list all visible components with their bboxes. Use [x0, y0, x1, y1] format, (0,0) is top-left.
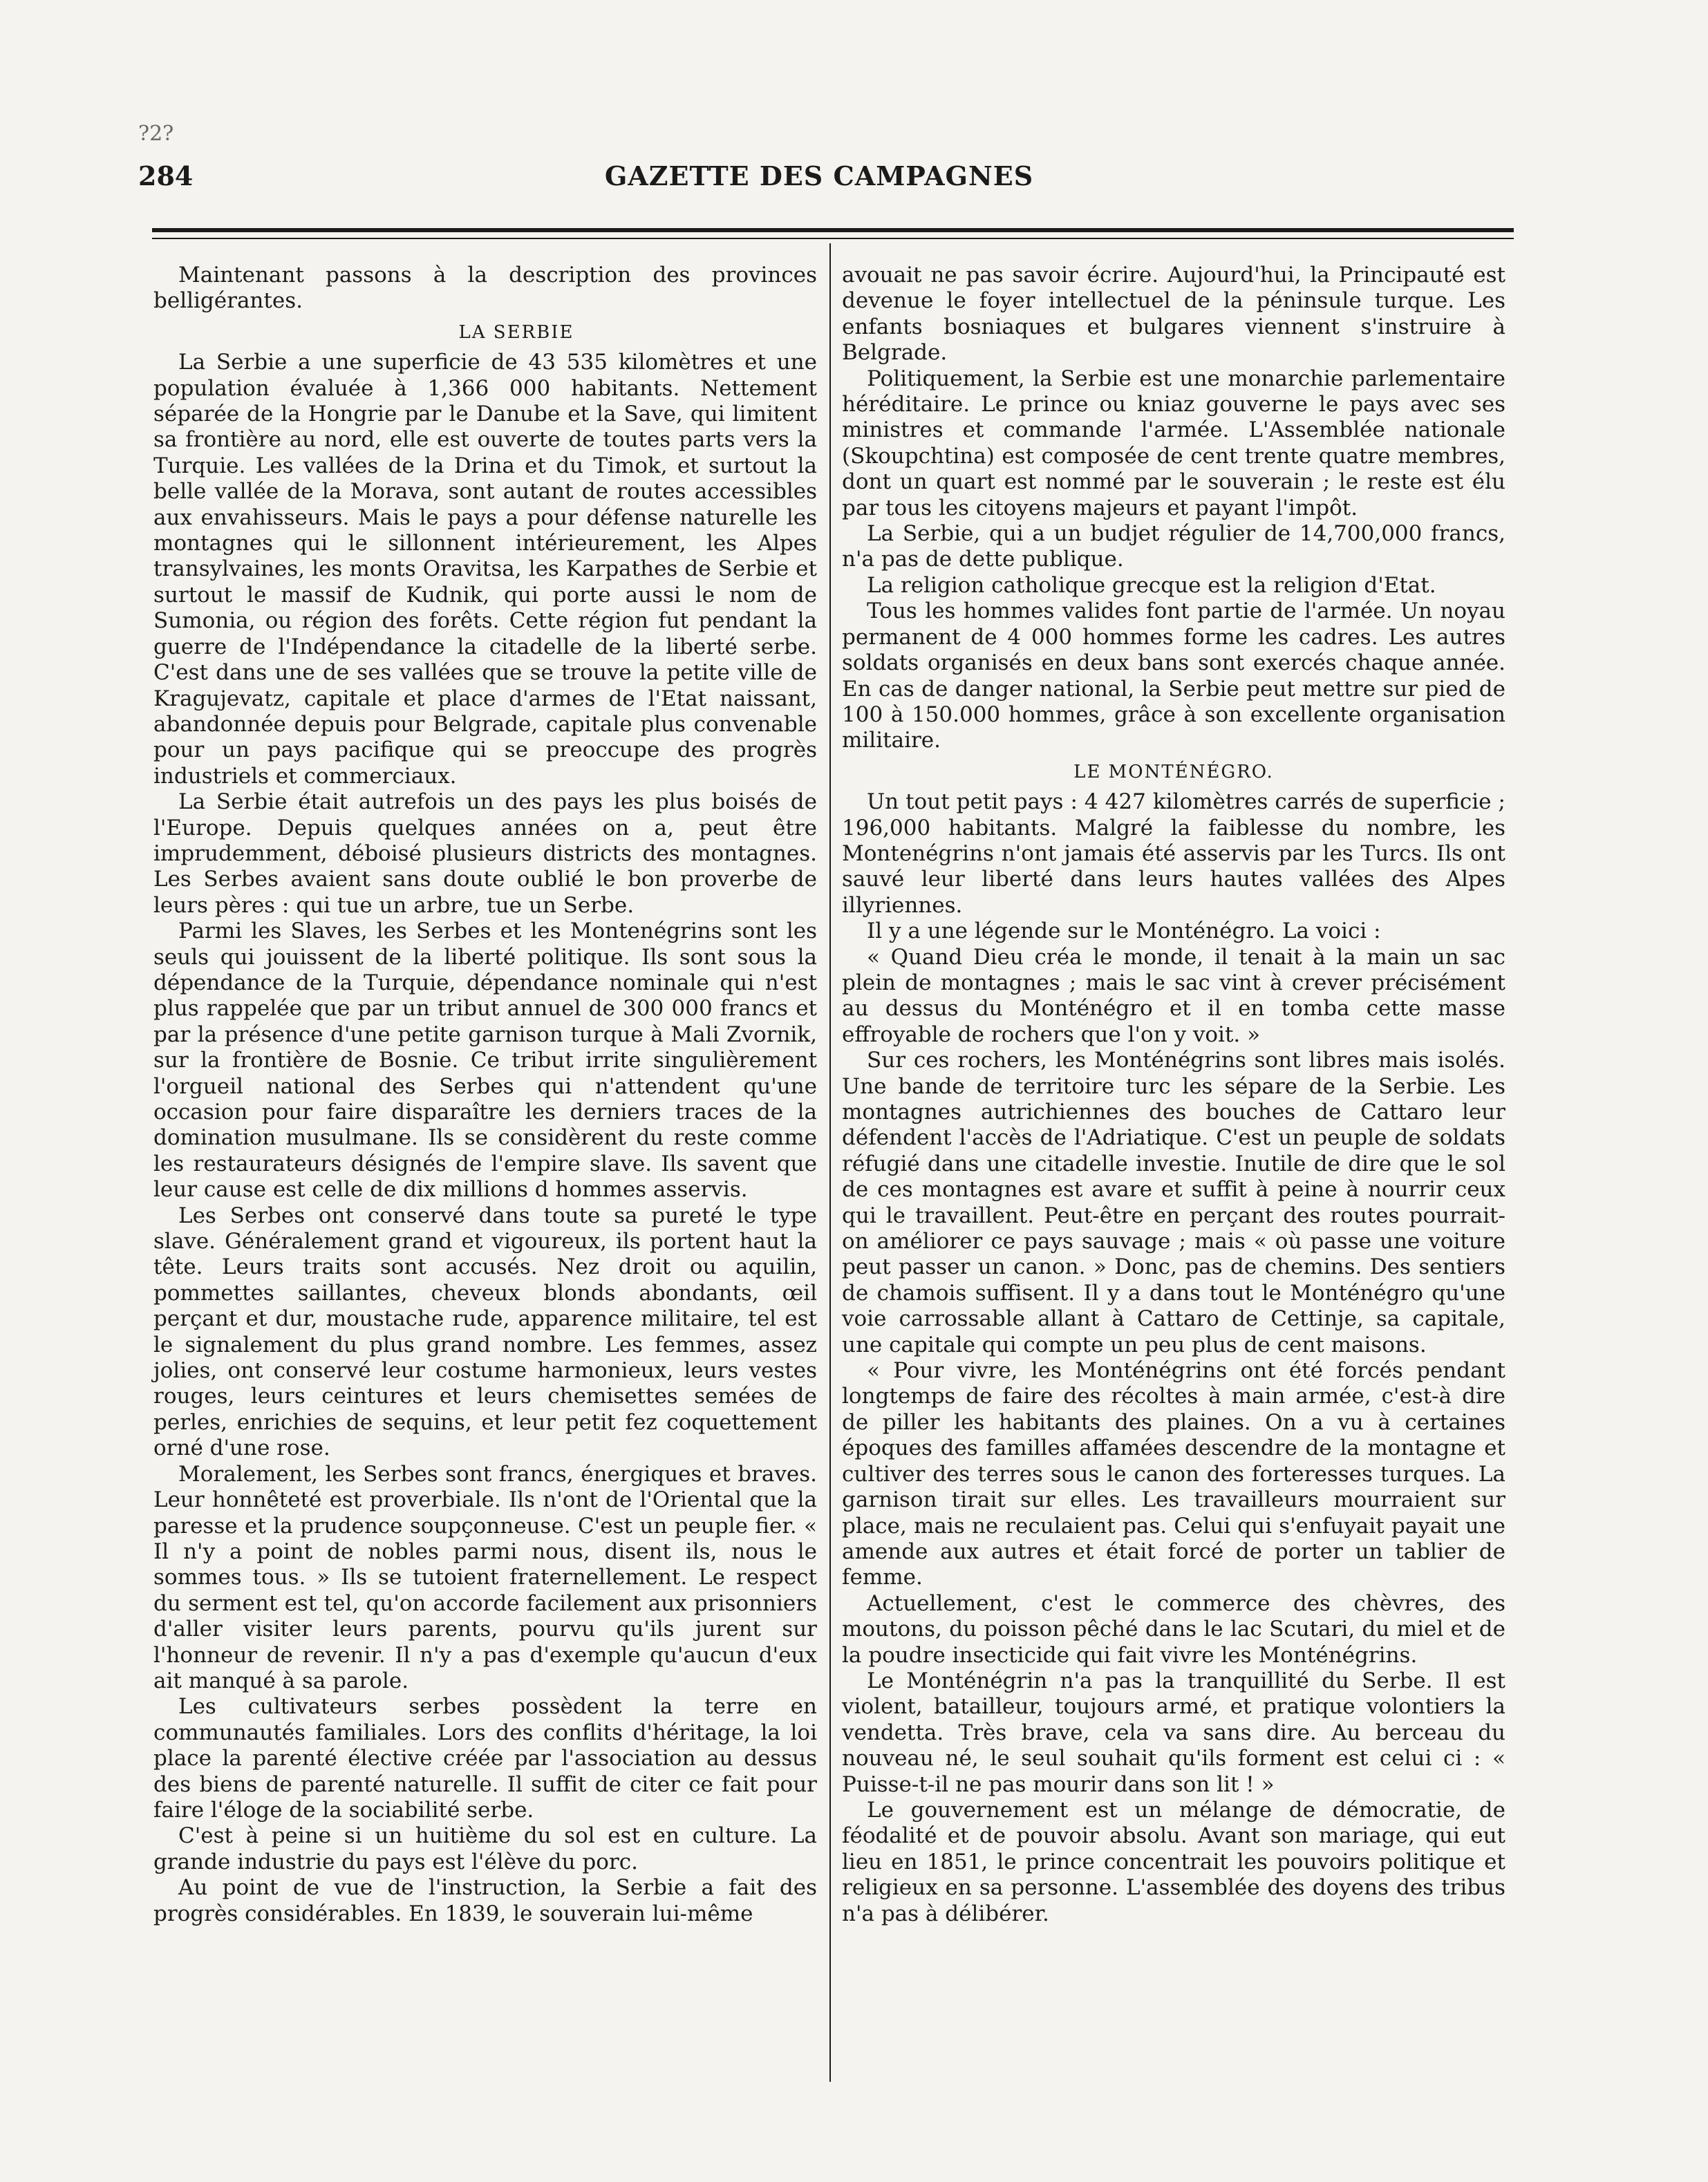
article-paragraph: Un tout petit pays : 4 427 kilomètres carrés de superficie ; 196,000 habitants. Malgré la faiblesse du nombre, les Montenégrins n'ont jamais été asservis par les Turcs. Ils ont sauvé leur liberté dans leurs hautes vallées des Alpes illyriennes.: [842, 789, 1505, 918]
article-paragraph: La Serbie a une superficie de 43 535 kilomètres et une population évaluée à 1,366 000 habitants. Nettement séparée de la Hongrie par le Danube et la Save, qui limitent sa frontière au nord, elle est ouverte de toutes parts vers la Turquie. Les vallées de la Drina et du Timok, et surtout la belle vallée de la Morava, sont autant de routes accessibles aux envahisseurs. Mais le pays a pour défense naturelle les montagnes qui le sillonnent intérieurement, les Alpes transylvaines, les monts Oravitsa, les Karpathes de Serbie et surtout le massif de Kudnik, qui porte aussi le nom de Sumonia, ou région des forêts. Cette région fut pendant la guerre de l'Indépendance la citadelle de la liberté serbe. C'est dans une de ses vallées que se trouve la petite ville de Kragujevatz, capitale et place d'armes de l'Etat naissant, abandonnée depuis pour Belgrade, capitale plus convenable pour un pays pacifique qui se preoccupe des progrès industriels et commerciaux.: [153, 350, 817, 789]
article-paragraph: Le gouvernement est un mélange de démocratie, de féodalité et de pouvoir absolu. Avant son mariage, qui eut lieu en 1851, le prince concentrait les pouvoirs politique et religieux en sa personne. L'assemblée des doyens des tribus n'a pas à délibérer.: [842, 1797, 1505, 1926]
page-header: [124, 160, 1514, 202]
article-paragraph: La Serbie, qui a un budjet régulier de 14,700,000 francs, n'a pas de dette publique.: [842, 521, 1505, 572]
article-paragraph: Les cultivateurs serbes possèdent la terre en communautés familiales. Lors des conflits d'héritage, la loi place la parenté élective créée par l'association au dessus des biens de parenté naturelle. Il suffit de citer ce fait pour faire l'éloge de la sociabilité serbe.: [153, 1694, 817, 1823]
page-number: 284: [138, 160, 194, 191]
article-paragraph: Il y a une légende sur le Monténégro. La voici :: [867, 919, 1381, 944]
article-paragraph: Le Monténégrin n'a pas la tranquillité du Serbe. Il est violent, batailleur, toujours armé, et pratique volontiers la vendetta. Très brave, cela va sans dire. Au berceau du nouveau né, le seul souhait qu'ils forment est celui ci : « Puisse-t-il ne pas mourir dans son lit ! »: [842, 1668, 1505, 1797]
article-paragraph: « Quand Dieu créa le monde, il tenait à la main un sac plein de montagnes ; mais le sac vint à crever précisément au dessus du Monténégro et il en tomba cette masse effroyable de rochers que l'on y voit. »: [842, 944, 1505, 1047]
article-paragraph: La religion catholique grecque est la religion d'Etat.: [867, 572, 1436, 598]
section-heading-montenegro: LE MONTÉNÉGRO.: [1073, 761, 1274, 782]
column-divider: [829, 243, 831, 2082]
article-paragraph: « Pour vivre, les Monténégrins ont été forcés pendant longtemps de faire des récoltes à main armée, c'est-à dire de piller les habitants des plaines. On a vu à certaines époques des familles affamées descendre de la montagne et cultiver des terres sous le canon des forteresses turques. La garnison tirait sur elles. Les travailleurs mourraient sur place, mais ne reculaient pas. Celui qui s'enfuyait payait une amende aux autres et était forcé de porter un tablier de femme.: [842, 1358, 1505, 1590]
section-heading-serbia: LA SERBIE: [458, 321, 574, 343]
margin-mark: ?2?: [138, 122, 174, 146]
article-paragraph: Politiquement, la Serbie est une monarchie parlementaire héréditaire. Le prince ou kniaz gouverne le pays avec ses ministres et commande l'armée. L'Assemblée nationale (Skoupchtina) est composée de cent trente quatre membres, dont un quart est nommé par le souverain ; le reste est élu par tous les citoyens majeurs et payant l'impôt.: [842, 366, 1505, 520]
journal-title: GAZETTE DES CAMPAGNES: [604, 160, 1034, 191]
article-paragraph: Moralement, les Serbes sont francs, énergiques et braves. Leur honnêteté est proverbiale. Ils n'ont de l'Oriental que la paresse et la prudence soupçonneuse. C'est un peuple fier. « Il n'y a point de nobles parmi nous, disent ils, nous le sommes tous. » Ils se tutoient fraternellement. Le respect du serment est tel, qu'on accorde facilement aux prisonniers d'aller visiter leurs parents, pourvu qu'ils jurent sur l'honneur de revenir. Il n'y a pas d'exemple qu'aucun d'eux ait manqué à sa parole.: [153, 1461, 817, 1693]
article-paragraph: Au point de vue de l'instruction, la Serbie a fait des progrès considérables. En 1839, le souverain lui-même: [153, 1875, 817, 1926]
article-paragraph: Tous les hommes valides font partie de l'armée. Un noyau permanent de 4 000 hommes forme les cadres. Les autres soldats organisés en deux bans sont exercés chaque année. En cas de danger national, la Serbie peut mettre sur pied de 100 à 150.000 hommes, grâce à son excellente organisation militaire.: [842, 599, 1505, 753]
article-paragraph: Les Serbes ont conservé dans toute sa pureté le type slave. Généralement grand et vigoureux, ils portent haut la tête. Leurs traits sont accusés. Nez droit ou aquilin, pommettes saillantes, cheveux blonds abondants, œil perçant et dur, moustache rude, apparence militaire, tel est le signalement du plus grand nombre. Les femmes, assez jolies, ont conservé leur costume harmonieux, leurs vestes rouges, leurs ceintures et leurs chemisettes semées de perles, enrichies de sequins, et leur petit fez coquettement orné d'une rose.: [153, 1203, 817, 1461]
header-rule-thick: [152, 228, 1514, 232]
article-paragraph: La Serbie était autrefois un des pays les plus boisés de l'Europe. Depuis quelques années on a, peut être imprudemment, déboisé plusieurs districts des montagnes. Les Serbes avaient sans doute oublié le bon proverbe de leurs pères : qui tue un arbre, tue un Serbe.: [153, 789, 817, 918]
article-paragraph: avouait ne pas savoir écrire. Aujourd'hui, la Principauté est devenue le foyer intellectuel de la péninsule turque. Les enfants bosniaques et bulgares viennent s'instruire à Belgrade.: [842, 263, 1505, 366]
article-paragraph: Parmi les Slaves, les Serbes et les Montenégrins sont les seuls qui jouissent de la liberté politique. Ils sont sous la dépendance de la Turquie, dépendance nominale qui n'est plus rappelée que par un tribut annuel de 300 000 francs et par la présence d'une petite garnison turque à Mali Zvornik, sur la frontière de Bosnie. Ce tribut irrite singulièrement l'orgueil national des Serbes qui n'attendent qu'une occasion pour faire disparaître les derniers traces de la domination musulmane. Ils se considèrent du reste comme les restaurateurs désignés de l'empire slave. Ils savent que leur cause est celle de dix millions d hommes asservis.: [153, 919, 817, 1203]
article-paragraph: C'est à peine si un huitième du sol est en culture. La grande industrie du pays est l'élève du porc.: [153, 1823, 817, 1874]
article-paragraph: Sur ces rochers, les Monténégrins sont libres mais isolés. Une bande de territoire turc les sépare de la Serbie. Les montagnes autrichiennes des bouches de Cattaro leur défendent l'accès de l'Adriatique. C'est un peuple de soldats réfugié dans une citadelle investie. Inutile de dire que le sol de ces montagnes est avare et suffit à peine à nourrir ceux qui le travaillent. Peut-être en perçant des routes pourrait-on améliorer ce pays sauvage ; mais « où passe une voiture peut passer un canon. » Donc, pas de chemins. Des sentiers de chamois suffisent. Il y a dans tout le Monténégro qu'une voie carrossable allant à Cattaro de Cettinje, sa capitale, une capitale qui compte un peu plus de cent maisons.: [842, 1048, 1505, 1357]
intro-paragraph: Maintenant passons à la description des provinces belligérantes.: [153, 263, 817, 314]
header-rule-thin: [152, 238, 1514, 239]
right-column: [842, 263, 1505, 1927]
article-paragraph: Actuellement, c'est le commerce des chèvres, des moutons, du poisson pêché dans le lac Scutari, du miel et de la poudre insecticide qui fait vivre les Monténégrins.: [842, 1590, 1505, 1668]
left-column: [153, 263, 817, 1927]
